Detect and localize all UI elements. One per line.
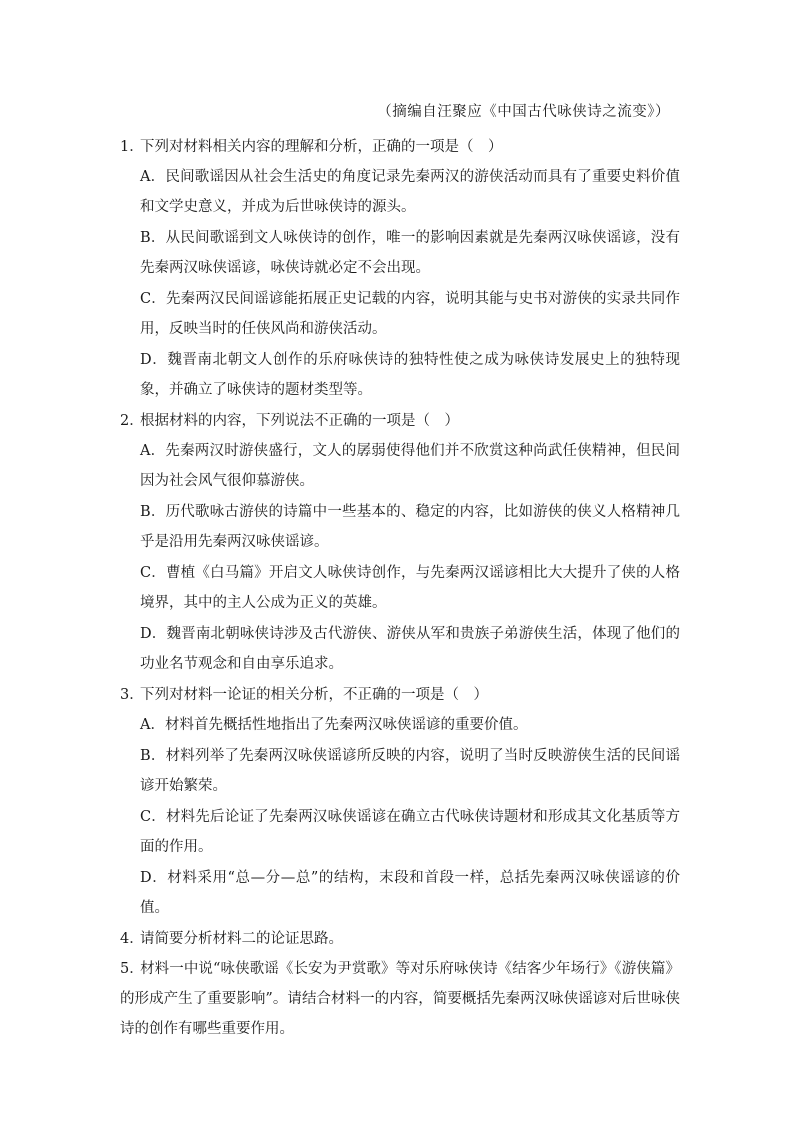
option-letter: B． [140,504,166,520]
question-text: 根据材料的内容，下列说法不正确的一项是（ ） [140,413,459,429]
option-b [140,497,680,557]
option-letter: C． [140,809,166,825]
question-number: 1． [120,139,144,155]
question-4 [120,924,680,954]
option-text: 曹植《白马篇》开启文人咏侠诗创作，与先秦两汉谣谚相比大大提升了侠的人格境界，其中的主人公成为正义的英雄。 [140,565,680,611]
question-text: 材料一中说“咏侠歌谣《长安为尹赏歌》等对乐府咏侠诗《结客少年场行》《游侠篇》的形成产生了重要影响”。请结合材料一的内容，简要概括先秦两汉咏侠谣谚对后世咏侠诗的创作有哪些重要作用。 [120,961,680,1037]
question-3 [120,680,680,923]
question-text: 请简要分析材料二的论证思路。 [140,931,343,947]
option-letter: A． [140,169,166,185]
option-text: 材料列举了先秦两汉咏侠谣谚所反映的内容，说明了当时反映游侠生活的民间谣谚开始繁荣。 [140,748,681,794]
question-1 [120,132,680,405]
option-letter: B． [140,230,166,246]
question-text: 下列对材料一论证的相关分析，不正确的一项是（ ） [140,687,488,703]
option-letter: D． [140,352,168,368]
question-list [120,132,680,1044]
option-b [140,223,680,283]
option-a [140,436,680,496]
option-letter: B． [140,748,166,764]
option-list [120,710,680,923]
question-number: 5． [120,961,144,977]
option-b [140,741,680,801]
option-text: 民间歌谣因从社会生活史的角度记录先秦两汉的游侠活动而具有了重要史料价值和文学史意义，并成为后世咏侠诗的源头。 [140,169,680,215]
option-d [140,345,680,405]
option-c [140,802,680,862]
option-text: 材料先后论证了先秦两汉咏侠谣谚在确立古代咏侠诗题材和形成其文化基质等方面的作用。 [140,809,680,855]
option-letter: A． [140,717,165,733]
question-text: 下列对材料相关内容的理解和分析，正确的一项是（ ） [140,139,503,155]
option-letter: D． [140,626,167,642]
option-a [140,710,680,740]
option-list [120,162,680,405]
option-text: 从民间歌谣到文人咏侠诗的创作，唯一的影响因素就是先秦两汉咏侠谣谚，没有先秦两汉咏侠谣谚，咏侠诗就必定不会出现。 [140,230,681,276]
question-stem [120,924,680,954]
option-letter: C． [140,291,166,307]
option-text: 材料采用“总—分—总”的结构，末段和首段一样，总括先秦两汉咏侠谣谚的价值。 [140,870,680,916]
option-d [140,863,680,923]
option-text: 魏晋南北朝咏侠诗涉及古代游侠、游侠从军和贵族子弟游侠生活，体现了他们的功业名节观念和自由享乐追求。 [140,626,680,672]
option-c [140,558,680,618]
option-text: 历代歌咏古游侠的诗篇中一些基本的、稳定的内容，比如游侠的侠义人格精神几乎是沿用先秦两汉咏侠谣谚。 [140,504,681,550]
option-letter: A． [140,443,166,459]
question-stem [120,680,680,710]
question-stem [120,132,680,162]
option-list [120,436,680,679]
question-2 [120,406,680,679]
question-stem [120,406,680,436]
option-letter: C． [140,565,166,581]
question-5 [120,954,680,1044]
option-text: 魏晋南北朝文人创作的乐府咏侠诗的独特性使之成为咏侠诗发展史上的独特现象，并确立了咏侠诗的题材类型等。 [140,352,680,398]
option-text: 材料首先概括性地指出了先秦两汉咏侠谣谚的重要价值。 [164,717,528,733]
option-letter: D． [140,870,168,886]
question-number: 3． [120,687,144,703]
question-stem [120,954,680,1044]
question-number: 2． [120,413,144,429]
option-text: 先秦两汉民间谣谚能拓展正史记载的内容，说明其能与史书对游侠的实录共同作用，反映当时的任侠风尚和游侠活动。 [140,291,680,337]
option-a [140,162,680,222]
option-d [140,619,680,679]
source-citation: （摘编自汪聚应《中国古代咏侠诗之流变》） [377,104,670,120]
question-number: 4． [120,931,144,947]
option-c [140,284,680,344]
option-text: 先秦两汉时游侠盛行，文人的孱弱使得他们并不欣赏这种尚武任侠精神，但民间因为社会风气很仰慕游侠。 [140,443,680,489]
